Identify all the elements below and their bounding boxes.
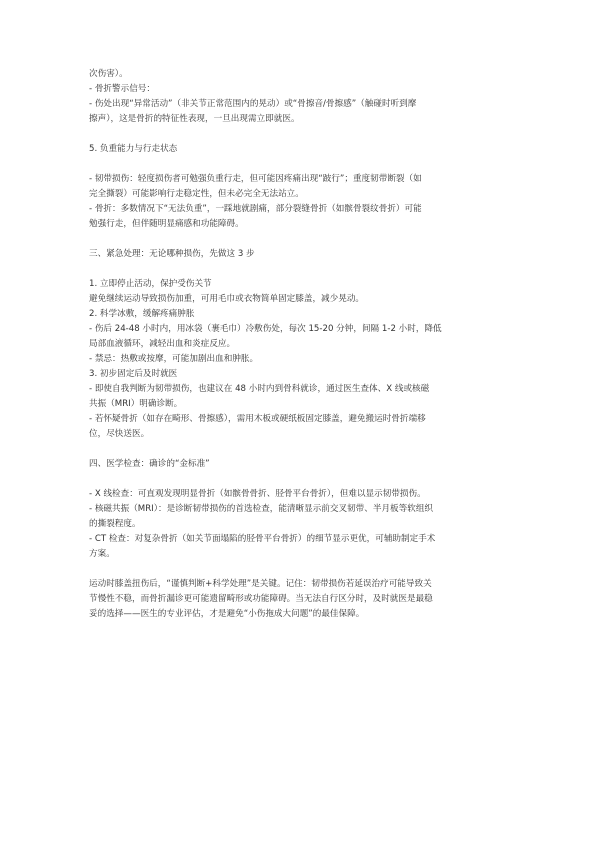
- paragraph: [89, 382, 509, 412]
- text-line: 位，尽快送医。: [89, 429, 150, 439]
- paragraph: [89, 322, 509, 352]
- paragraph: [89, 412, 509, 442]
- paragraph: [89, 352, 509, 367]
- paragraph: [89, 277, 509, 292]
- text-line: 擦声），这是骨折的特征性表现，一旦出现需立即就医。: [89, 114, 300, 124]
- paragraph: [89, 367, 509, 382]
- text-line: 局部血液循环，减轻出血和炎症反应。: [89, 339, 236, 349]
- paragraph-spacer: [89, 232, 509, 247]
- text-line: 节慢性不稳，而骨折漏诊更可能遗留畸形或功能障碍。当无法自行区分时，及时就医是最稳: [89, 594, 433, 604]
- paragraph: [89, 577, 509, 622]
- document-body: [89, 67, 509, 622]
- paragraph-spacer: [89, 157, 509, 172]
- text-line: 妥的选择——医生的专业评估，才是避免“小伤拖成大问题”的最佳保障。: [89, 609, 365, 619]
- text-line: - 韧带损伤：轻度损伤者可勉强负重行走，但可能因疼痛出现“跛行”；重度韧带断裂（如: [89, 174, 422, 184]
- paragraph: [89, 532, 509, 562]
- text-line: 1. 立即停止活动，保护受伤关节: [89, 279, 212, 289]
- text-line: 次伤害）。: [89, 69, 128, 79]
- paragraph: [89, 487, 509, 502]
- paragraph: [89, 202, 509, 232]
- text-line: - 若怀疑骨折（如存在畸形、骨擦感），需用木板或硬纸板固定膝盖，避免搬运时骨折端移: [89, 414, 426, 424]
- paragraph-spacer: [89, 442, 509, 457]
- paragraph-spacer: [89, 262, 509, 277]
- text-line: 3. 初步固定后及时就医: [89, 369, 178, 379]
- paragraph: [89, 307, 509, 322]
- text-line: 勉强行走，但伴随明显痛感和功能障碍。: [89, 219, 244, 229]
- paragraph: [89, 97, 509, 127]
- text-line: 2. 科学冰敷，缓解疼痛肿胀: [89, 309, 195, 319]
- text-line: - 禁忌：热敷或按摩，可能加剧出血和肿胀。: [89, 354, 259, 364]
- text-line: 三、紧急处理：无论哪种损伤，先做这 3 步: [89, 249, 255, 259]
- text-line: 四、医学检查：确诊的“金标准”: [89, 459, 210, 469]
- paragraph-spacer: [89, 472, 509, 487]
- text-line: 方案。: [89, 549, 115, 559]
- paragraph-spacer: [89, 562, 509, 577]
- text-line: 避免继续运动导致损伤加重，可用毛巾或衣物简单固定膝盖，减少晃动。: [89, 294, 365, 304]
- text-line: - 伤后 24-48 小时内，用冰袋（裹毛巾）冷敷伤处，每次 15-20 分钟，间隔 1-2 小时，降低: [89, 324, 442, 334]
- paragraph: [89, 292, 509, 307]
- paragraph-spacer: [89, 127, 509, 142]
- text-line: - 骨折：多数情况下“无法负重”，一踩地就剧痛，部分裂缝骨折（如髌骨裂纹骨折）可能: [89, 204, 422, 214]
- text-line: 运动时膝盖扭伤后，“谨慎判断+科学处理”是关键。记住：韧带损伤若延误治疗可能导致关: [89, 579, 432, 589]
- text-line: 的撕裂程度。: [89, 519, 141, 529]
- text-line: 共振（MRI）明确诊断。: [89, 399, 183, 409]
- text-line: 完全撕裂）可能影响行走稳定性，但未必完全无法站立。: [89, 189, 304, 199]
- paragraph: [89, 82, 509, 97]
- text-line: - 即使自我判断为韧带损伤，也建议在 48 小时内到骨科就诊，通过医生查体、X 线或核磁: [89, 384, 430, 394]
- paragraph: [89, 142, 509, 157]
- paragraph: [89, 172, 509, 202]
- paragraph: [89, 247, 509, 262]
- paragraph: [89, 67, 509, 82]
- text-line: - 核磁共振（MRI）：是诊断韧带损伤的首选检查，能清晰显示前交叉韧带、半月板等软组织: [89, 504, 434, 514]
- text-line: 5. 负重能力与行走状态: [89, 144, 178, 154]
- text-line: - X 线检查：可直观发现明显骨折（如髌骨骨折、胫骨平台骨折），但难以显示韧带损伤。: [89, 489, 426, 499]
- paragraph: [89, 457, 509, 472]
- text-line: - 骨折警示信号：: [89, 84, 155, 94]
- text-line: - CT 检查：对复杂骨折（如关节面塌陷的胫骨平台骨折）的细节显示更优，可辅助制定手术: [89, 534, 436, 544]
- paragraph: [89, 502, 509, 532]
- text-line: - 伤处出现“异常活动”（非关节正常范围内的晃动）或“骨擦音/骨擦感”（触碰时听到摩: [89, 99, 417, 109]
